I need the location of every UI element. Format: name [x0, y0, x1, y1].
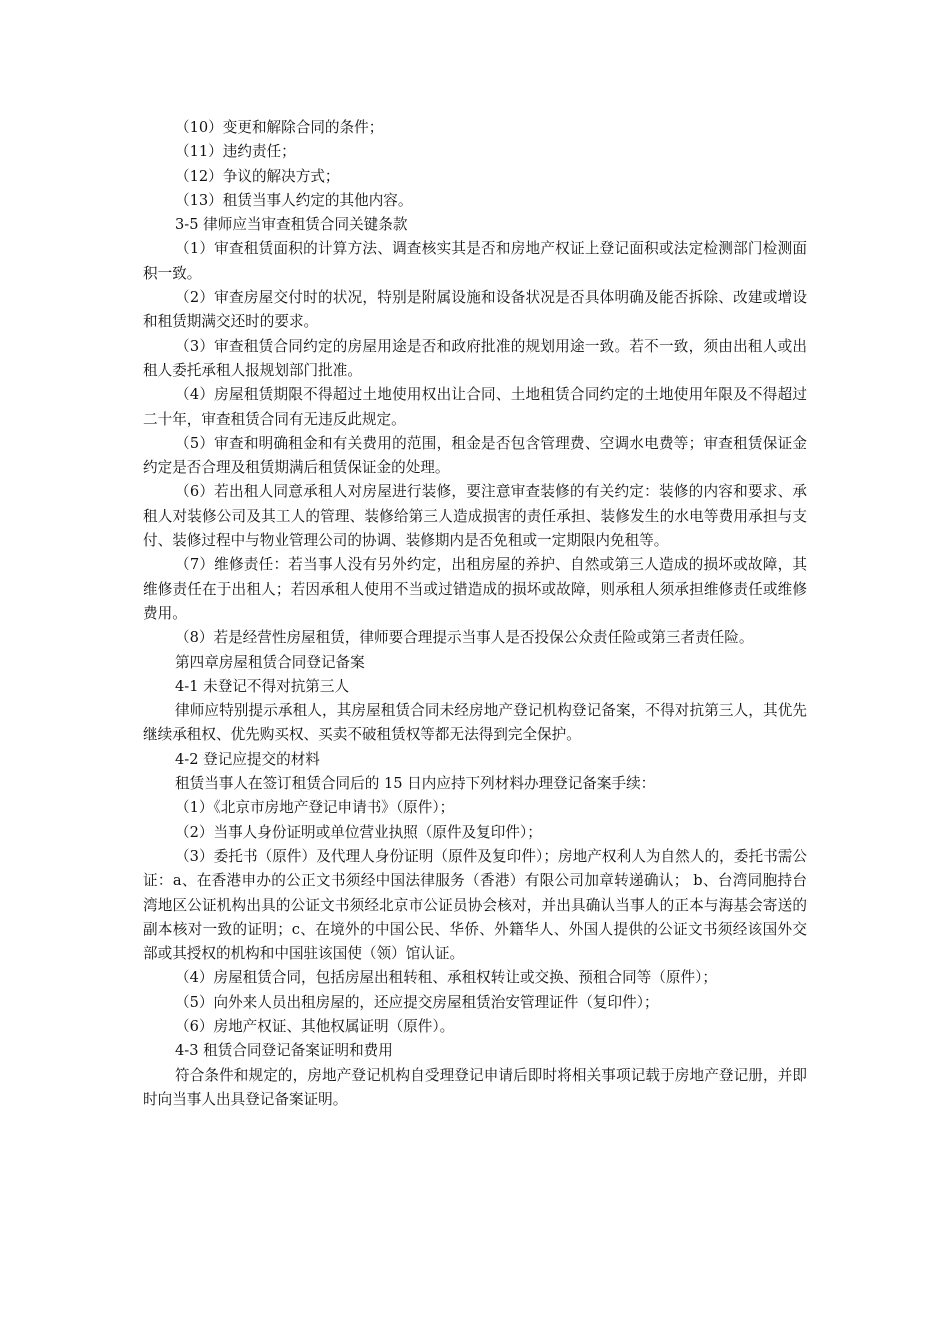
paragraph-review-4: （4）房屋租赁期限不得超过土地使用权出让合同、土地租赁合同约定的土地使用年限及不得超过二十年，审查租赁合同有无违反此规定。 [143, 386, 807, 428]
paragraph-material-4: （4）房屋租赁合同，包括房屋出租转租、承租权转让或交换、预租合同等（原件）； [175, 969, 717, 987]
paragraph-review-2: （2）审查房屋交付时的状况，特别是附属设施和设备状况是否具体明确及能否拆除、改建或增设和租赁期满交还时的要求。 [143, 289, 807, 331]
paragraph-review-6: （6）若出租人同意承租人对房屋进行装修，要注意审查装修的有关约定：装修的内容和要求、承租人对装修公司及其工人的管理、装修给第三人造成损害的责任承担、装修发生的水电等费用承担与支付、装修过程中与物业管理公司的协调、装修期内是否免租或一定期限内免租等。 [143, 483, 807, 550]
paragraph-review-7: （7）维修责任：若当事人没有另外约定，出租房屋的养护、自然或第三人造成的损坏或故障，其维修责任在于出租人；若因承租人使用不当或过错造成的损坏或故障，则承租人须承担维修责任或维修费用。 [143, 556, 807, 622]
paragraph-material-6: （6）房地产权证、其他权属证明（原件）。 [175, 1017, 455, 1035]
section-heading-4-3: 4-3 租赁合同登记备案证明和费用 [175, 1042, 393, 1060]
paragraph-material-1: （1）《北京市房地产登记申请书》（原件）； [175, 799, 455, 817]
chapter-heading-4: 第四章房屋租赁合同登记备案 [175, 653, 365, 671]
document-body [143, 116, 807, 1112]
paragraph-clause-11: （11）违约责任； [175, 143, 296, 161]
paragraph-material-5: （5）向外来人员出租房屋的，还应提交房屋租赁治安管理证件（复印件）； [175, 993, 659, 1011]
paragraph-clause-12: （12）争议的解决方式； [175, 167, 340, 185]
paragraph-material-2: （2）当事人身份证明或单位营业执照（原件及复印件）； [175, 823, 542, 841]
paragraph-review-3: （3）审查租赁合同约定的房屋用途是否和政府批准的规划用途一致。若不一致，须由出租人或出租人委托承租人报规划部门批准。 [143, 337, 807, 379]
paragraph-clause-10: （10）变更和解除合同的条件； [175, 119, 384, 136]
paragraph-4-3-body: 符合条件和规定的，房地产登记机构自受理登记申请后即时将相关事项记载于房地产登记册，并即时向当事人出具登记备案证明。 [143, 1066, 807, 1108]
paragraph-review-1: （1）审查租赁面积的计算方法、调查核实其是否和房地产权证上登记面积或法定检测部门检测面积一致。 [143, 240, 807, 282]
section-heading-4-2: 4-2 登记应提交的材料 [175, 750, 320, 768]
paragraph-review-8: （8）若是经营性房屋租赁，律师要合理提示当事人是否投保公众责任险或第三者责任险。 [175, 629, 754, 647]
paragraph-4-1-body: 律师应特别提示承租人，其房屋租赁合同未经房地产登记机构登记备案，不得对抗第三人，其优先继续承租权、优先购买权、买卖不破租赁权等都无法得到完全保护。 [143, 702, 807, 744]
paragraph-review-5: （5）审查和明确租金和有关费用的范围，租金是否包含管理费、空调水电费等；审查租赁保证金约定是否合理及租赁期满后租赁保证金的处理。 [143, 434, 807, 477]
section-heading-3-5: 3-5 律师应当审查租赁合同关键条款 [175, 216, 408, 234]
section-heading-4-1: 4-1 未登记不得对抗第三人 [175, 677, 350, 695]
paragraph-material-3: （3）委托书（原件）及代理人身份证明（原件及复印件）；房地产权利人为自然人的，委托书需公证：a、在香港申办的公正文书须经中国法律服务（香港）有限公司加章转递确认； b、台湾同胞持台湾地区公证机构出具的公证文书须经北京市公证员协会核对，并出具确认当事人的正本与海基会寄送的副本核对一致的证明；c、在境外的中国公民、华侨、外籍华人、外国人提供的公证文书须经该国外交部或其授权的机构和中国驻该国使（领）馆认证。 [143, 847, 807, 963]
paragraph-4-2-intro: 租赁当事人在签订租赁合同后的 15 日内应持下列材料办理登记备案手续： [175, 775, 656, 793]
paragraph-clause-13: （13）租赁当事人约定的其他内容。 [175, 191, 413, 209]
